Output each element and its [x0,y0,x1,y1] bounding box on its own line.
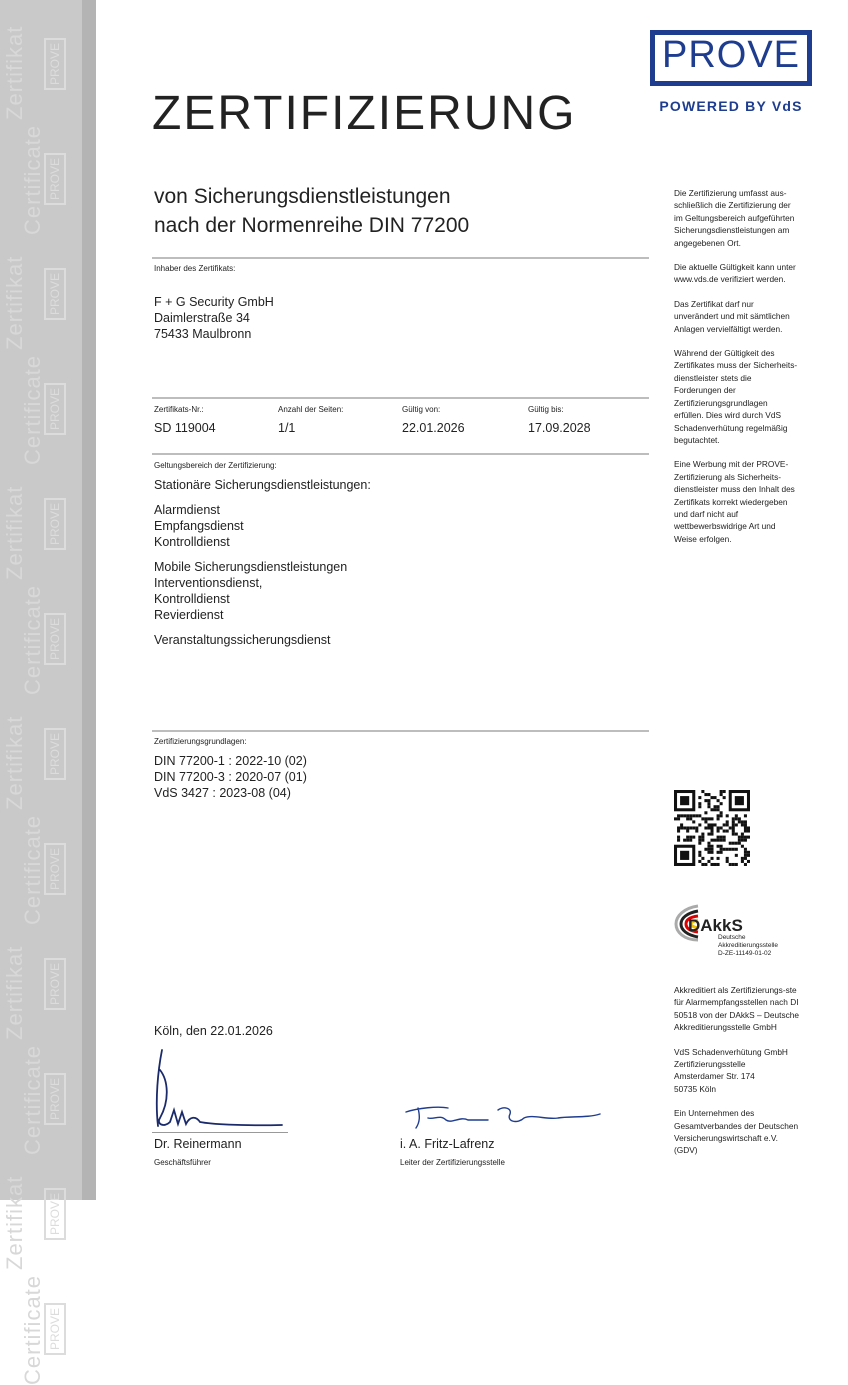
sidebar-notes [674,187,814,557]
dakks-line: Deutsche [718,934,746,941]
scope-item: Kontrolldienst [154,535,230,549]
basis-item: VdS 3427 : 2023-08 (04) [154,786,291,800]
dakks-caption [718,934,778,949]
valid-from: 22.01.2026 [402,421,465,435]
divider [152,257,649,259]
subtitle [154,182,469,240]
holder-line: Daimlerstraße 34 [154,311,250,325]
qr-code [674,790,750,866]
decorative-stripe [0,0,96,1385]
watermark-logo: PROVE [44,38,66,90]
signer-role: Leiter der Zertifizierungsstelle [400,1158,505,1167]
accreditation-notes [674,984,814,1169]
dakks-line: Akkreditierungsstelle [718,941,778,949]
valid-to: 17.09.2028 [528,421,591,435]
basis-list [154,753,307,801]
holder-line: 75433 Maulbronn [154,327,252,341]
divider [152,730,649,732]
scope-label: Geltungsbereich der Zertifizierung: [154,461,277,470]
dakks-code: D-ZE-11149-01-02 [718,950,772,957]
basis-label: Zertifizierungsgrundlagen: [154,737,247,746]
accreditation-note: Akkreditiert als Zertifizierungs-ste für Alarmempfangsstellen nach DI 50518 von der DAkkS – Deutsche Akkreditierungsstelle GmbH [674,985,799,1033]
watermark-word: Certificate [20,584,45,695]
watermark-word: Zertifikat [2,1175,27,1270]
watermark-word: Certificate [20,1044,45,1155]
signer-name: i. A. Fritz-Lafrenz [400,1137,495,1151]
scope-item: Mobile Sicherungsdienstleistungen [154,560,348,574]
pages-value: 1/1 [278,421,296,435]
accreditation-note: VdS Schadenverhütung GmbH Zertifizierungsstelle Amsterdamer Str. 174 50735 Köln [674,1046,788,1094]
watermark-word: Certificate [20,814,45,925]
signer-name: Dr. Reinermann [154,1137,242,1151]
watermark-word: Zertifikat [2,945,27,1040]
watermark-logo: PROVE [44,728,66,780]
dakks-name: DAkkS [688,916,743,935]
basis-item: DIN 77200-3 : 2020-07 (01) [154,770,307,784]
watermark-word: Zertifikat [2,25,27,120]
sidebar-note: Während der Gültigkeit des Zertifikates muss der Sicherheits- dienstleister stets die Forderungen der Zertifizierungsgrundlagen erfüllen. Dies wird durch VdS Schadenverhütung regelmäßig begutachtet. [674,348,798,445]
subtitle-line: nach der Normenreihe DIN 77200 [154,214,470,237]
holder-line: F + G Security GmbH [154,295,274,309]
watermark-word: Zertifikat [2,715,27,810]
signature-line [152,1132,288,1133]
watermark-word: Certificate [20,124,45,235]
scope-group [154,632,331,648]
watermark-word: Zertifikat [2,485,27,580]
divider [152,397,649,399]
watermark-logo: PROVE [44,383,66,435]
watermark-logo: PROVE [44,498,66,550]
watermark-word: Certificate [20,354,45,465]
sidebar-note: Die Zertifizierung umfasst aus- schließlich die Zertifizierung der im Geltungsbereich aufgeführten Sicherungsdienstleistungen am angegebenen Ort. [674,188,795,248]
cert-number-label: Zertifikats-Nr.: [154,405,204,414]
divider [152,453,649,455]
dakks-logo [672,900,812,960]
pages-label: Anzahl der Seiten: [278,405,344,414]
watermark-logo: PROVE [44,613,66,665]
stripe-edge [82,0,96,1200]
basis-item: DIN 77200-1 : 2022-10 (02) [154,754,307,768]
holder-address [154,294,274,342]
scope-item: Revierdienst [154,608,224,622]
scope-item: Kontrolldienst [154,592,230,606]
watermark-word: Certificate [20,1274,45,1385]
scope-item: Veranstaltungssicherungsdienst [154,633,331,647]
page-title: ZERTIFIZIERUNG [152,87,577,140]
sidebar-note: Das Zertifikat darf nur unverändert und mit sämtlichen Anlagen vervielfältigt werden. [674,298,790,334]
logo-subtitle: POWERED BY VdS [659,98,803,114]
valid-from-label: Gültig von: [402,405,441,414]
watermark-logo: PROVE [44,153,66,205]
watermark-word: Zertifikat [2,255,27,350]
scope-group [154,502,244,550]
valid-to-label: Gültig bis: [528,405,564,414]
watermark-logo: PROVE [44,1303,66,1355]
cert-number: SD 119004 [154,421,216,435]
watermark-logo: PROVE [44,1073,66,1125]
sidebar-note: Eine Werbung mit der PROVE- Zertifizierung als Sicherheits- dienstleister muss den Inhalt des Zertifikats korrekt wiedergeben und darf nicht auf wettbewerbswidrige Art und Weise erfolgen. [674,459,795,544]
prove-logo: PROVE [661,34,801,76]
scope-heading: Stationäre Sicherungsdienstleistungen: [154,478,371,492]
scope-item: Interventionsdienst, [154,576,263,590]
watermark-logo: PROVE [44,958,66,1010]
signature-fritz-lafrenz [398,1098,608,1132]
watermark-logo: PROVE [44,1188,66,1240]
accreditation-note: Ein Unternehmen des Gesamtverbandes der Deutschen Versicherungswirtschaft e.V. (GDV) [674,1108,799,1156]
watermark-logo: PROVE [44,843,66,895]
scope-group [154,559,347,623]
signer-role: Geschäftsführer [154,1158,211,1167]
sidebar-note: Die aktuelle Gültigkeit kann unter www.vds.de verifiziert werden. [674,262,796,285]
scope-item: Empfangsdienst [154,519,244,533]
subtitle-line: von Sicherungsdienstleistungen [154,185,451,208]
watermark-logo: PROVE [44,268,66,320]
place-date: Köln, den 22.01.2026 [154,1024,273,1038]
holder-label: Inhaber des Zertifikats: [154,264,236,273]
signature-reinermann [150,1040,290,1132]
scope-item: Alarmdienst [154,503,220,517]
